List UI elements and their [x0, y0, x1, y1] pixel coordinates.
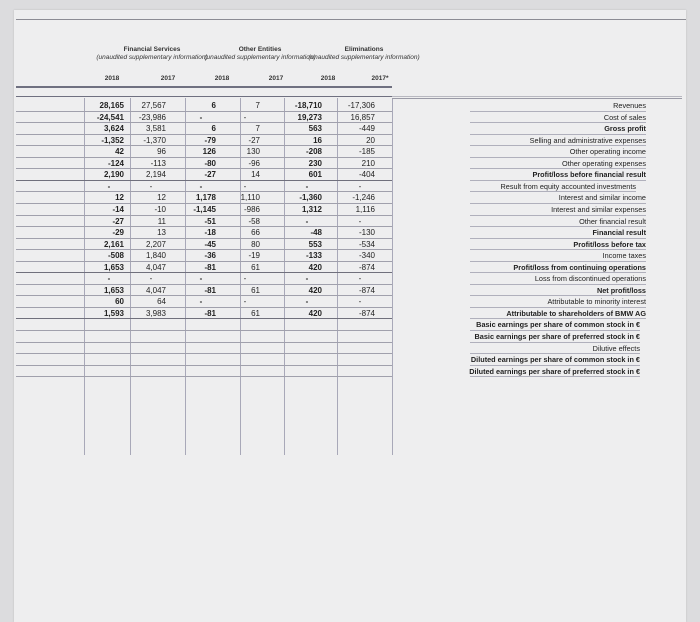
row-label: Attributable to minority interest — [547, 297, 646, 307]
row-label: Gross profit — [604, 124, 646, 134]
table-cell: 563 — [308, 124, 322, 134]
label-top-rule — [392, 98, 682, 99]
table-cell: 12 — [157, 193, 166, 203]
row-label: Diluted earnings per share of common stock in € — [470, 355, 640, 365]
column-group-header — [300, 46, 428, 62]
table-cell: 6 — [211, 124, 216, 134]
year-header: 2017 — [268, 75, 284, 82]
table-cell: -23,986 — [138, 112, 166, 122]
table-cell — [274, 366, 322, 377]
table-cell: - — [107, 274, 111, 284]
table-cell — [76, 366, 124, 377]
table-cell: -81 — [204, 308, 216, 318]
table-cell: -17,306 — [347, 101, 375, 110]
table-cell: - — [358, 181, 362, 191]
table-cell: -36 — [204, 251, 216, 261]
row-label: Profit/loss before financial result — [532, 170, 646, 180]
table-cell: 3,624 — [103, 124, 124, 134]
row-label: Revenues — [613, 101, 646, 110]
table-cell — [327, 366, 375, 377]
table-cell: -18 — [204, 228, 216, 238]
table-cell — [118, 331, 166, 342]
table-cell: -79 — [204, 135, 216, 145]
table-cell: 553 — [308, 239, 322, 249]
table-cell: -1,246 — [352, 193, 375, 203]
table-cell — [274, 354, 322, 365]
table-cell — [118, 366, 166, 377]
table-cell: -124 — [107, 158, 124, 168]
table-cell: - — [199, 297, 203, 307]
table-cell — [168, 366, 216, 377]
table-cell: 1,178 — [195, 193, 216, 203]
year-header: 2018 — [104, 75, 120, 82]
table-cell: -449 — [358, 124, 375, 134]
table-cell: 2,194 — [145, 170, 166, 180]
table-cell — [168, 343, 216, 354]
table-cell: 420 — [308, 285, 322, 295]
table-cell — [118, 354, 166, 365]
table-cell: -27 — [204, 170, 216, 180]
table-cell: -27 — [248, 135, 260, 145]
table-cell: 1,593 — [103, 308, 124, 318]
table-cell: -130 — [358, 228, 375, 238]
row-label: Income taxes — [602, 251, 646, 261]
table-cell: -986 — [243, 204, 260, 214]
table-cell — [212, 319, 260, 330]
table-cell: 130 — [246, 147, 260, 157]
table-cell: -80 — [204, 158, 216, 168]
label-header-rule — [392, 96, 682, 97]
table-cell: -113 — [150, 158, 166, 168]
table-cell: 601 — [308, 170, 322, 180]
document-page — [14, 10, 686, 622]
row-label: Basic earnings per share of preferred stock in € — [474, 332, 640, 341]
table-cell: 61 — [251, 308, 260, 318]
table-cell: 61 — [251, 285, 260, 295]
table-cell: 420 — [308, 262, 322, 272]
group-subtitle: (unaudited supplementary information) — [204, 54, 316, 61]
table-cell — [212, 366, 260, 377]
header-rule — [16, 86, 392, 88]
table-cell: -874 — [358, 308, 375, 318]
table-cell: -1,145 — [193, 204, 216, 214]
table-cell: - — [243, 274, 247, 284]
table-cell: - — [107, 181, 111, 191]
header-rule-2 — [16, 96, 392, 97]
table-cell: 3,581 — [145, 124, 166, 134]
table-cell: 3,983 — [145, 308, 166, 318]
table-cell: 2,207 — [145, 239, 166, 249]
table-cell: 66 — [251, 228, 260, 238]
row-label: Profit/loss before tax — [573, 239, 646, 249]
table-cell: -18,710 — [294, 101, 322, 110]
table-cell: -81 — [204, 262, 216, 272]
table-cell: 61 — [251, 262, 260, 272]
table-cell: -185 — [358, 147, 375, 157]
table-cell: 1,110 — [240, 193, 260, 203]
table-cell: 28,165 — [99, 101, 124, 110]
table-cell — [168, 319, 216, 330]
table-cell: 210 — [361, 158, 375, 168]
table-cell: - — [149, 181, 153, 191]
table-cell: 80 — [251, 239, 260, 249]
table-cell: 14 — [251, 170, 260, 180]
table-cell: -48 — [310, 228, 322, 238]
table-cell: 1,653 — [103, 285, 124, 295]
table-cell: - — [358, 216, 362, 226]
table-cell — [76, 319, 124, 330]
table-cell: - — [305, 216, 309, 226]
table-cell — [274, 319, 322, 330]
table-cell: 19,273 — [297, 112, 322, 122]
table-cell: -534 — [358, 239, 375, 249]
table-cell: 4,047 — [145, 285, 166, 295]
table-cell: 1,840 — [145, 251, 166, 261]
table-cell: -1,360 — [299, 193, 322, 203]
table-cell: 1,653 — [103, 262, 124, 272]
row-label: Selling and administrative expenses — [529, 135, 646, 145]
table-cell: - — [358, 274, 362, 284]
table-cell — [168, 331, 216, 342]
row-label: Basic earnings per share of common stock in € — [476, 320, 640, 330]
row-label: Attributable to shareholders of BMW AG — [506, 308, 646, 318]
table-cell — [327, 319, 375, 330]
table-cell: -133 — [305, 251, 322, 261]
table-cell — [118, 343, 166, 354]
table-cell: 7 — [255, 101, 260, 110]
table-cell: - — [199, 181, 203, 191]
row-label: Other operating expenses — [562, 158, 646, 168]
table-cell: 13 — [157, 228, 166, 238]
table-cell: - — [243, 181, 247, 191]
table-cell: -874 — [358, 285, 375, 295]
table-cell: 20 — [366, 135, 375, 145]
row-label: Cost of sales — [603, 112, 646, 122]
table-cell: -81 — [204, 285, 216, 295]
table-cell: -874 — [358, 262, 375, 272]
table-cell: 12 — [115, 193, 124, 203]
table-cell: 16,857 — [350, 112, 375, 122]
table-cell: -340 — [358, 251, 375, 261]
year-header: 2017 — [160, 75, 176, 82]
table-cell: - — [149, 274, 153, 284]
table-cell — [76, 354, 124, 365]
table-cell: -404 — [358, 170, 375, 180]
table-cell — [274, 343, 322, 354]
table-cell — [118, 319, 166, 330]
table-cell: 2,190 — [103, 170, 124, 180]
table-cell: - — [199, 112, 203, 122]
table-cell — [212, 354, 260, 365]
year-header: 2018 — [320, 75, 336, 82]
row-label: Financial result — [592, 228, 646, 238]
table-cell: -58 — [248, 216, 260, 226]
label-underline — [470, 376, 640, 377]
table-cell: 7 — [255, 124, 260, 134]
table-cell: - — [305, 274, 309, 284]
top-rule — [16, 19, 686, 20]
table-cell: 4,047 — [145, 262, 166, 272]
row-label: Profit/loss from continuing operations — [513, 262, 646, 272]
table-cell — [212, 331, 260, 342]
group-title: Financial Services — [123, 46, 181, 53]
table-cell: - — [243, 297, 247, 307]
row-label: Interest and similar expenses — [551, 204, 646, 214]
table-cell — [327, 354, 375, 365]
table-cell — [76, 343, 124, 354]
table-cell: 2,161 — [103, 239, 124, 249]
table-cell: 64 — [157, 297, 166, 307]
table-cell — [274, 331, 322, 342]
table-cell: -51 — [204, 216, 216, 226]
table-cell: 16 — [313, 135, 322, 145]
table-cell: -208 — [305, 147, 322, 157]
table-cell: -27 — [112, 216, 124, 226]
table-cell: -10 — [154, 204, 166, 214]
row-label: Other operating income — [569, 147, 646, 157]
table-cell: - — [305, 297, 309, 307]
table-cell: 60 — [115, 297, 124, 307]
table-cell — [327, 343, 375, 354]
table-cell: 126 — [202, 147, 216, 157]
table-cell: - — [358, 297, 362, 307]
table-cell — [76, 331, 124, 342]
group-subtitle: (unaudited supplementary information) — [308, 54, 420, 61]
year-header: 2018 — [214, 75, 230, 82]
table-cell — [168, 354, 216, 365]
table-cell: - — [243, 112, 247, 122]
row-label: Net profit/loss — [596, 285, 646, 295]
row-label: Other financial result — [579, 216, 646, 226]
group-title: Eliminations — [344, 46, 384, 53]
table-cell: - — [199, 274, 203, 284]
table-cell: 42 — [115, 147, 124, 157]
table-cell: -96 — [248, 158, 260, 168]
table-cell: 420 — [308, 308, 322, 318]
table-cell: 1,116 — [355, 204, 375, 214]
table-cell: -14 — [112, 204, 124, 214]
table-cell: 6 — [211, 101, 216, 110]
table-cell: 27,567 — [141, 101, 166, 110]
row-label: Interest and similar income — [558, 193, 646, 203]
table-cell: -29 — [112, 228, 124, 238]
table-cell — [327, 331, 375, 342]
row-label: Diluted earnings per share of preferred stock in € — [469, 366, 640, 376]
row-label: Dilutive effects — [592, 343, 640, 353]
table-cell: -508 — [107, 251, 124, 261]
table-cell: -1,370 — [143, 135, 166, 145]
table-cell: 11 — [157, 216, 166, 226]
table-cell: 1,312 — [301, 204, 322, 214]
row-label: Result from equity accounted investments — [500, 181, 636, 191]
table-cell — [212, 343, 260, 354]
table-cell: -24,541 — [96, 112, 124, 122]
group-subtitle: (unaudited supplementary information) — [96, 54, 208, 61]
row-label: Loss from discontinued operations — [534, 274, 646, 284]
group-title: Other Entities — [238, 46, 282, 53]
table-cell: - — [305, 181, 309, 191]
table-cell: -45 — [204, 239, 216, 249]
table-cell: -1,352 — [101, 135, 124, 145]
year-header: 2017* — [371, 75, 389, 82]
table-cell: 96 — [157, 147, 166, 157]
table-cell: -19 — [248, 251, 260, 261]
table-cell: 230 — [308, 158, 322, 168]
